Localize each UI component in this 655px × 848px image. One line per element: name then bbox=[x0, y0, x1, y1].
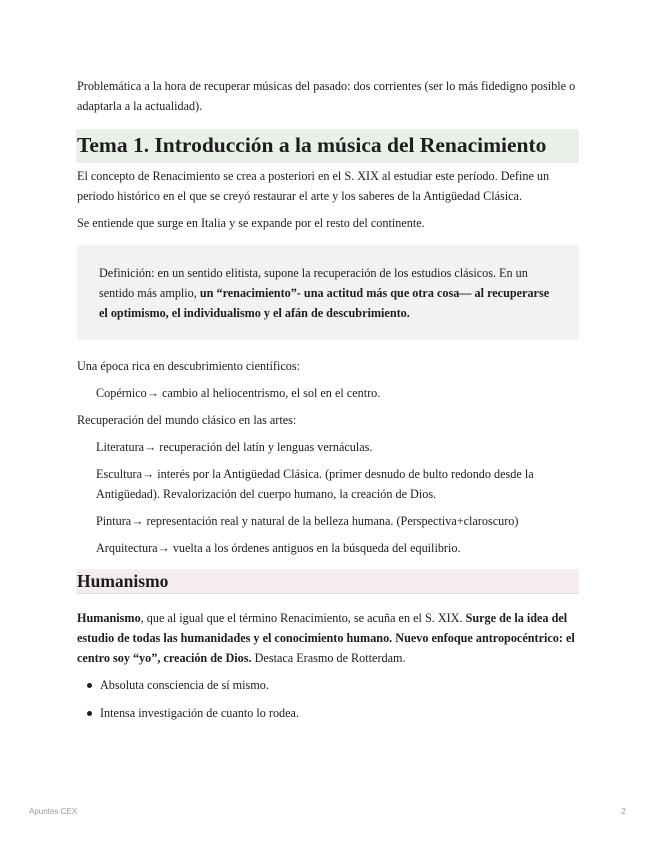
tema1-heading: Tema 1. Introducción a la música del Renacimiento bbox=[76, 129, 579, 163]
bullet-text: Absoluta consciencia de sí mismo. bbox=[100, 678, 269, 692]
arte-item-arquitectura: Arquitectura→ vuelta a los órdenes antiguos en la búsqueda del equilibrio. bbox=[96, 541, 461, 555]
humanismo-text-2: Destaca Erasmo de Rotterdam. bbox=[251, 651, 406, 665]
arte-item-pintura: Pintura→ representación real y natural de la belleza humana. (Perspectiva+claroscuro) bbox=[96, 514, 519, 528]
footer-title: Apuntes CEX bbox=[29, 807, 78, 816]
copernico-item: Copérnico→ cambio al heliocentrismo, el sol en el centro. bbox=[96, 386, 381, 400]
bullet-dot-icon bbox=[87, 683, 92, 688]
humanismo-bold-text: Surge de la idea del estudio de todas las humanidades y el conocimiento humano. Nuevo enfoque antropocéntrico: el centro soy “yo”, creación de Dios. bbox=[77, 611, 575, 665]
humanismo-heading: Humanismo bbox=[76, 569, 579, 594]
callout-text: Definición: en un sentido elitista, supone la recuperación de los estudios clásicos. En un sentido más amplio, bbox=[99, 266, 528, 300]
humanismo-text-1: , que al igual que el término Renacimiento, se acuña en el S. XIX. bbox=[140, 611, 466, 625]
epoca-paragraph: Una época rica en descubrimiento científicos: bbox=[77, 359, 301, 373]
bullet-dot-icon bbox=[87, 711, 92, 716]
recuperacion-paragraph: Recuperación del mundo clásico en las artes: bbox=[77, 413, 297, 427]
humanismo-bullet-list bbox=[77, 675, 579, 723]
page-number: 2 bbox=[621, 807, 626, 816]
callout-bold-text: un “renacimiento”- una actitud más que otra cosa— al recuperarse el optimismo, el individualismo y el afán de descubrimiento. bbox=[99, 286, 550, 320]
humanismo-paragraph bbox=[77, 608, 579, 668]
tema1-paragraph-1: El concepto de Renacimiento se crea a posteriori en el S. XIX al estudiar este período. Define un periodo histórico en el que se creyó restaurar el arte y los saberes de la Antigüedad Clásica. bbox=[77, 169, 550, 203]
bullet-text: Intensa investigación de cuanto lo rodea. bbox=[100, 706, 299, 720]
list-item bbox=[77, 703, 579, 723]
tema1-paragraph-2: Se entiende que surge en Italia y se expande por el resto del continente. bbox=[77, 216, 425, 230]
page-content bbox=[77, 76, 579, 731]
intro-paragraph: Problemática a la hora de recuperar músicas del pasado: dos corrientes (ser lo más fidedigno posible o adaptarla a la actualidad). bbox=[77, 79, 576, 113]
arte-item-escultura: Escultura→ interés por la Antigüedad Clásica. (primer desnudo de bulto redondo desde la Antigüedad). Revalorización del cuerpo humano, la creación de Dios. bbox=[96, 467, 534, 501]
humanismo-term: Humanismo bbox=[77, 611, 141, 625]
definition-callout bbox=[77, 245, 579, 340]
list-item bbox=[77, 675, 579, 695]
arte-item-literatura: Literatura→ recuperación del latín y lenguas vernáculas. bbox=[96, 440, 373, 454]
